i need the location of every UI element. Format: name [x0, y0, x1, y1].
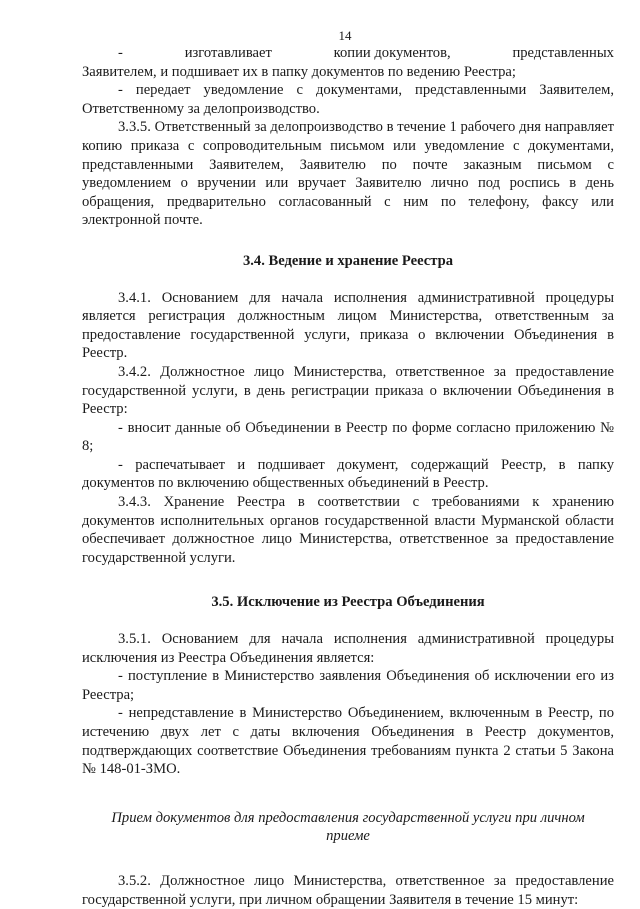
word: представленных	[512, 45, 614, 61]
document-body	[82, 44, 614, 909]
paragraph-3-5-1: 3.5.1. Основанием для начала исполнения административной процедуры исключения из Реестра Объединения является:	[82, 631, 614, 666]
paragraph-3-4-3: 3.4.3. Хранение Реестра в соответствии с требованиями к хранению документов исполнительных органов государственной власти Мурманской области обеспечивает должностное лицо Министерства, ответственное за предоставление государственной услуги.	[82, 494, 614, 566]
paragraph-3-3-5: 3.3.5. Ответственный за делопроизводство в течение 1 рабочего дня направляет копию приказа с сопроводительным письмом или уведомление с документами, представленными Заявителем, Заявителю по почте заказным письмом с уведомлением о вручении или вручает Заявителю лично под роспись в день обращения, предварительно согласованный с ним по телефону, факсу или электронной почте.	[82, 119, 614, 229]
section-heading-3-4: 3.4. Ведение и хранение Реестра	[242, 252, 454, 269]
list-item: - распечатывает и подшивает документ, содержащий Реестр, в папку документов по включению общественных объединений в Реестр.	[82, 456, 614, 492]
dash-marker: -	[118, 45, 123, 61]
italic-subheading: Прием документов для предоставления государственной услуги при личном приеме	[111, 809, 585, 845]
list-item: - передает уведомление с документами, представленными Заявителем, Ответственному за делопроизводство.	[82, 82, 614, 117]
list-item: - поступление в Министерство заявления Объединения об исключении его из Реестра;	[82, 668, 614, 703]
section-heading-3-5: 3.5. Исключение из Реестра Объединения	[211, 594, 485, 611]
list-item: - непредставление в Министерство Объединением, включенным в Реестр, по истечению двух лет с даты включения Объединения в Реестр документов, подтверждающих соответствие Объединения требованиям пункта 2 статьи 5 Закона № 148-01-ЗМО.	[82, 705, 614, 778]
paragraph-3-5-2: 3.5.2. Должностное лицо Министерства, ответственное за предоставление государственной услуги, при личном обращении Заявителя в течение 15 минут:	[82, 872, 614, 908]
list-item-line	[82, 44, 614, 63]
word: изготавливает	[184, 45, 272, 61]
list-item-continuation: Заявителем, и подшивает их в папку документов по ведению Реестра;	[82, 63, 516, 80]
paragraph-3-4-1: 3.4.1. Основанием для начала исполнения административной процедуры является регистрация должностным лицом Министерства, ответственным за предоставление государственной услуги, приказа о включении Объединения в Реестр.	[82, 289, 614, 362]
paragraph-3-4-2: 3.4.2. Должностное лицо Министерства, ответственное за предоставление государственной услуги, в день регистрации приказа о включении Объединения в Реестр:	[82, 363, 614, 418]
page-number: 14	[338, 28, 352, 43]
list-item: - вносит данные об Объединении в Реестр по форме согласно приложению № 8;	[82, 419, 614, 455]
word: копии документов,	[333, 45, 451, 61]
